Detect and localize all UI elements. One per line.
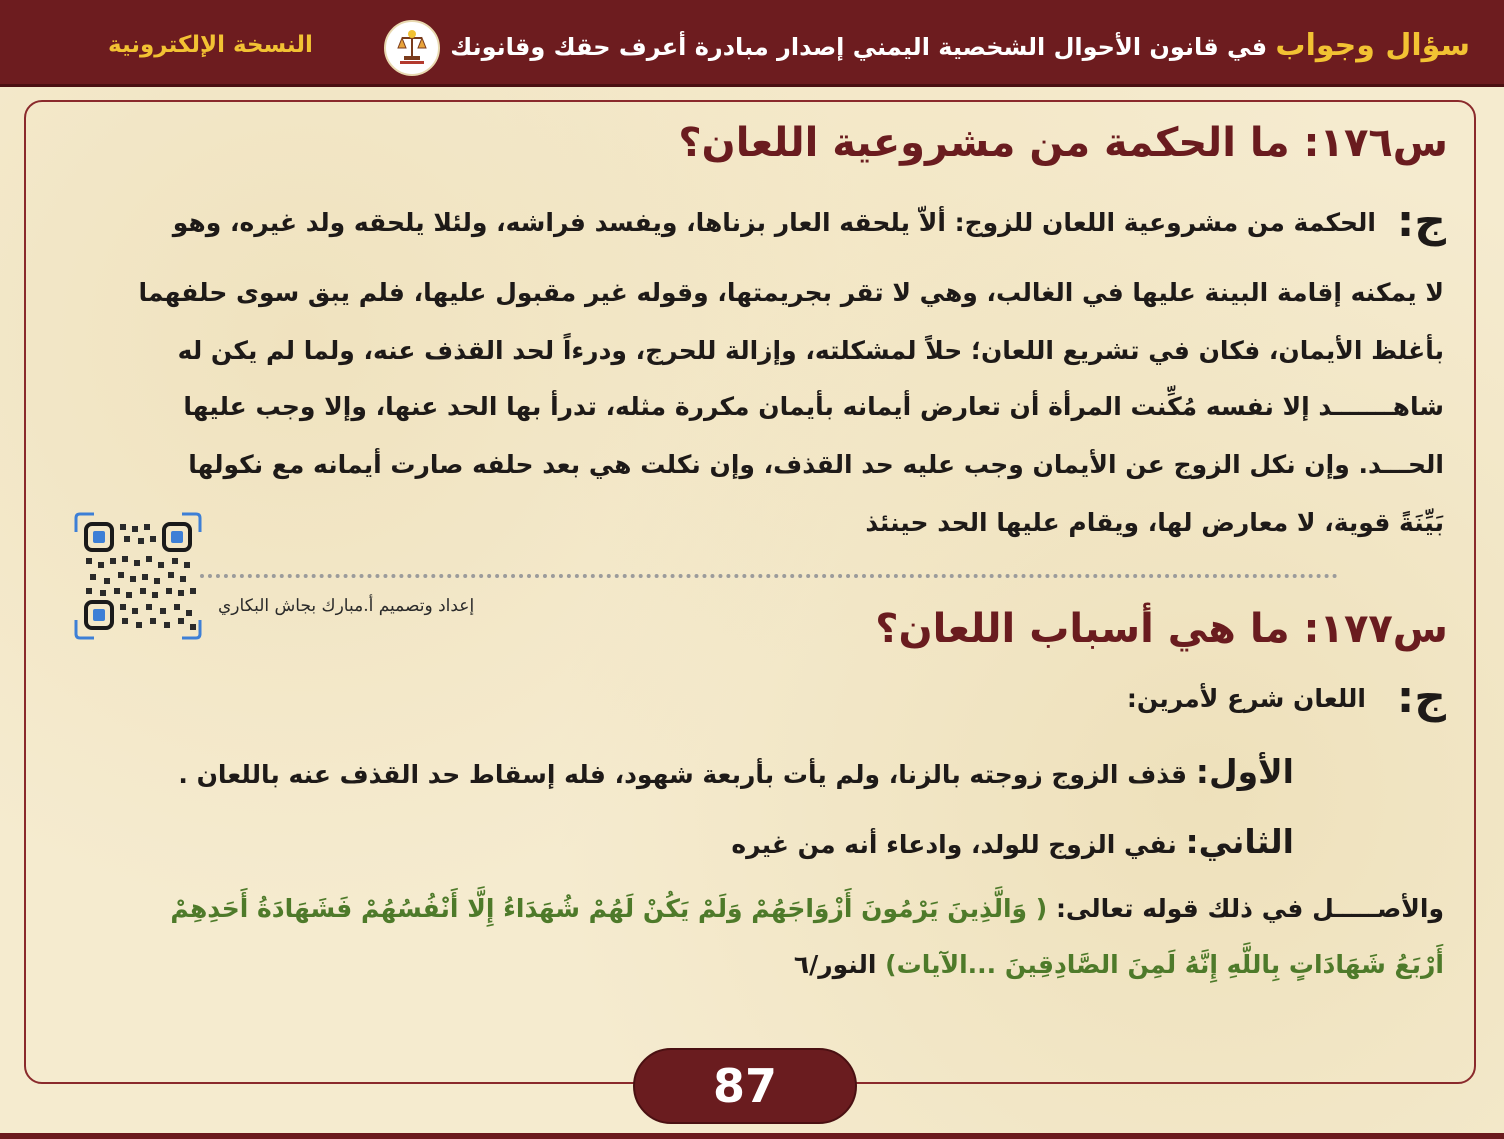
page-number: 87 — [712, 1059, 777, 1113]
author-credit: إعداد وتصميم أ.مبارك بجاش البكاري — [218, 596, 475, 616]
q176-line-5: الحـــد. وإن نكل الزوج عن الأيمان وجب عليه حد القذف، وإن نكلت هي بعد حلفه صارت أيمانه مع نكولها — [188, 450, 1444, 479]
q176-line-2: لا يمكنه إقامة البينة عليها في الغالب، وهي لا تقر بجريمتها، وقوله غير مقبول عليها، فلم يبق سوى حلفهما — [138, 278, 1444, 307]
header-bar — [0, 0, 1504, 87]
q177-verse-ref: النور/٦ — [793, 950, 886, 979]
q177-verse-part-2: أَرْبَعُ شَهَادَاتٍ بِاللَّهِ إِنَّهُ لَمِنَ الصَّادِقِينَ ...الآيات) — [885, 950, 1444, 979]
q177-number: س١٧٧: — [1303, 606, 1448, 652]
q176-line-6: بَيِّنَةً قوية، لا معارض لها، ويقام عليها الحد حينئذ — [865, 508, 1444, 537]
q177-answer-mark: ج: — [1396, 672, 1446, 723]
q177-second-text: نفي الزوج للولد، وادعاء أنه من غيره — [731, 830, 1186, 859]
q176-question: ما الحكمة من مشروعية اللعان؟ — [678, 120, 1304, 166]
q177-heading — [875, 606, 1448, 652]
q176-number: س١٧٦: — [1303, 120, 1448, 166]
q177-verse-part-1: ( وَالَّذِينَ يَرْمُونَ أَزْوَاجَهُمْ وَلَمْ يَكُنْ لَهُمْ شُهَدَاءُ إِلَّا أَنْفُسُهُمْ فَشَهَادَةُ أَحَدِهِمْ — [170, 894, 1048, 923]
scales-of-justice-logo-icon — [384, 20, 440, 76]
q176-answer-mark: ج: — [1396, 196, 1446, 247]
q177-basis-line-2 — [794, 950, 1444, 979]
header-title-accent: سؤال وجواب — [1275, 28, 1470, 63]
page-number-badge — [633, 1048, 857, 1124]
q176-heading — [678, 120, 1448, 166]
q176-line-1: الحكمة من مشروعية اللعان للزوج: ألاّ يلحقه العار بزناها، ويفسد فراشه، ولئلا يلحقه ولد غيره، وهو — [172, 208, 1376, 237]
edition-label: النسخة الإلكترونية — [108, 32, 313, 58]
header-title-rest: في قانون الأحوال الشخصية اليمني إصدار مبادرة أعرف حقك وقانونك — [450, 33, 1276, 61]
q177-first-text: قذف الزوج زوجته بالزنا، ولم يأت بأربعة شهود، فله إسقاط حد القذف عنه باللعان . — [178, 760, 1196, 789]
q177-question: ما هي أسباب اللعان؟ — [875, 606, 1304, 652]
section-divider — [200, 574, 1338, 578]
content-frame — [24, 100, 1476, 1084]
q177-first-item — [178, 752, 1294, 791]
q177-intro: اللعان شرع لأمرين: — [1126, 684, 1366, 713]
q177-second-item — [731, 822, 1294, 861]
q176-line-4: شاهـــــــد إلا نفسه مُكِّنت المرأة أن تعارض أيمانه بأيمان مكررة مثله، تدرأ بها الحد عنها، وإلا وجب عليها — [183, 392, 1444, 421]
qr-code-icon[interactable] — [74, 512, 202, 640]
header-title — [450, 28, 1470, 63]
q177-basis-prefix: والأصـــــل في ذلك قوله تعالى: — [1047, 894, 1444, 923]
q177-second-label: الثاني: — [1185, 822, 1294, 861]
q177-basis-line-1 — [170, 894, 1444, 923]
q176-line-3: بأغلظ الأيمان، فكان في تشريع اللعان؛ حلاً لمشكلته، وإزالة للحرج، ودرءاً لحد القذف عنه، ولما لم يكن له — [177, 336, 1444, 365]
q177-first-label: الأول: — [1195, 752, 1294, 791]
